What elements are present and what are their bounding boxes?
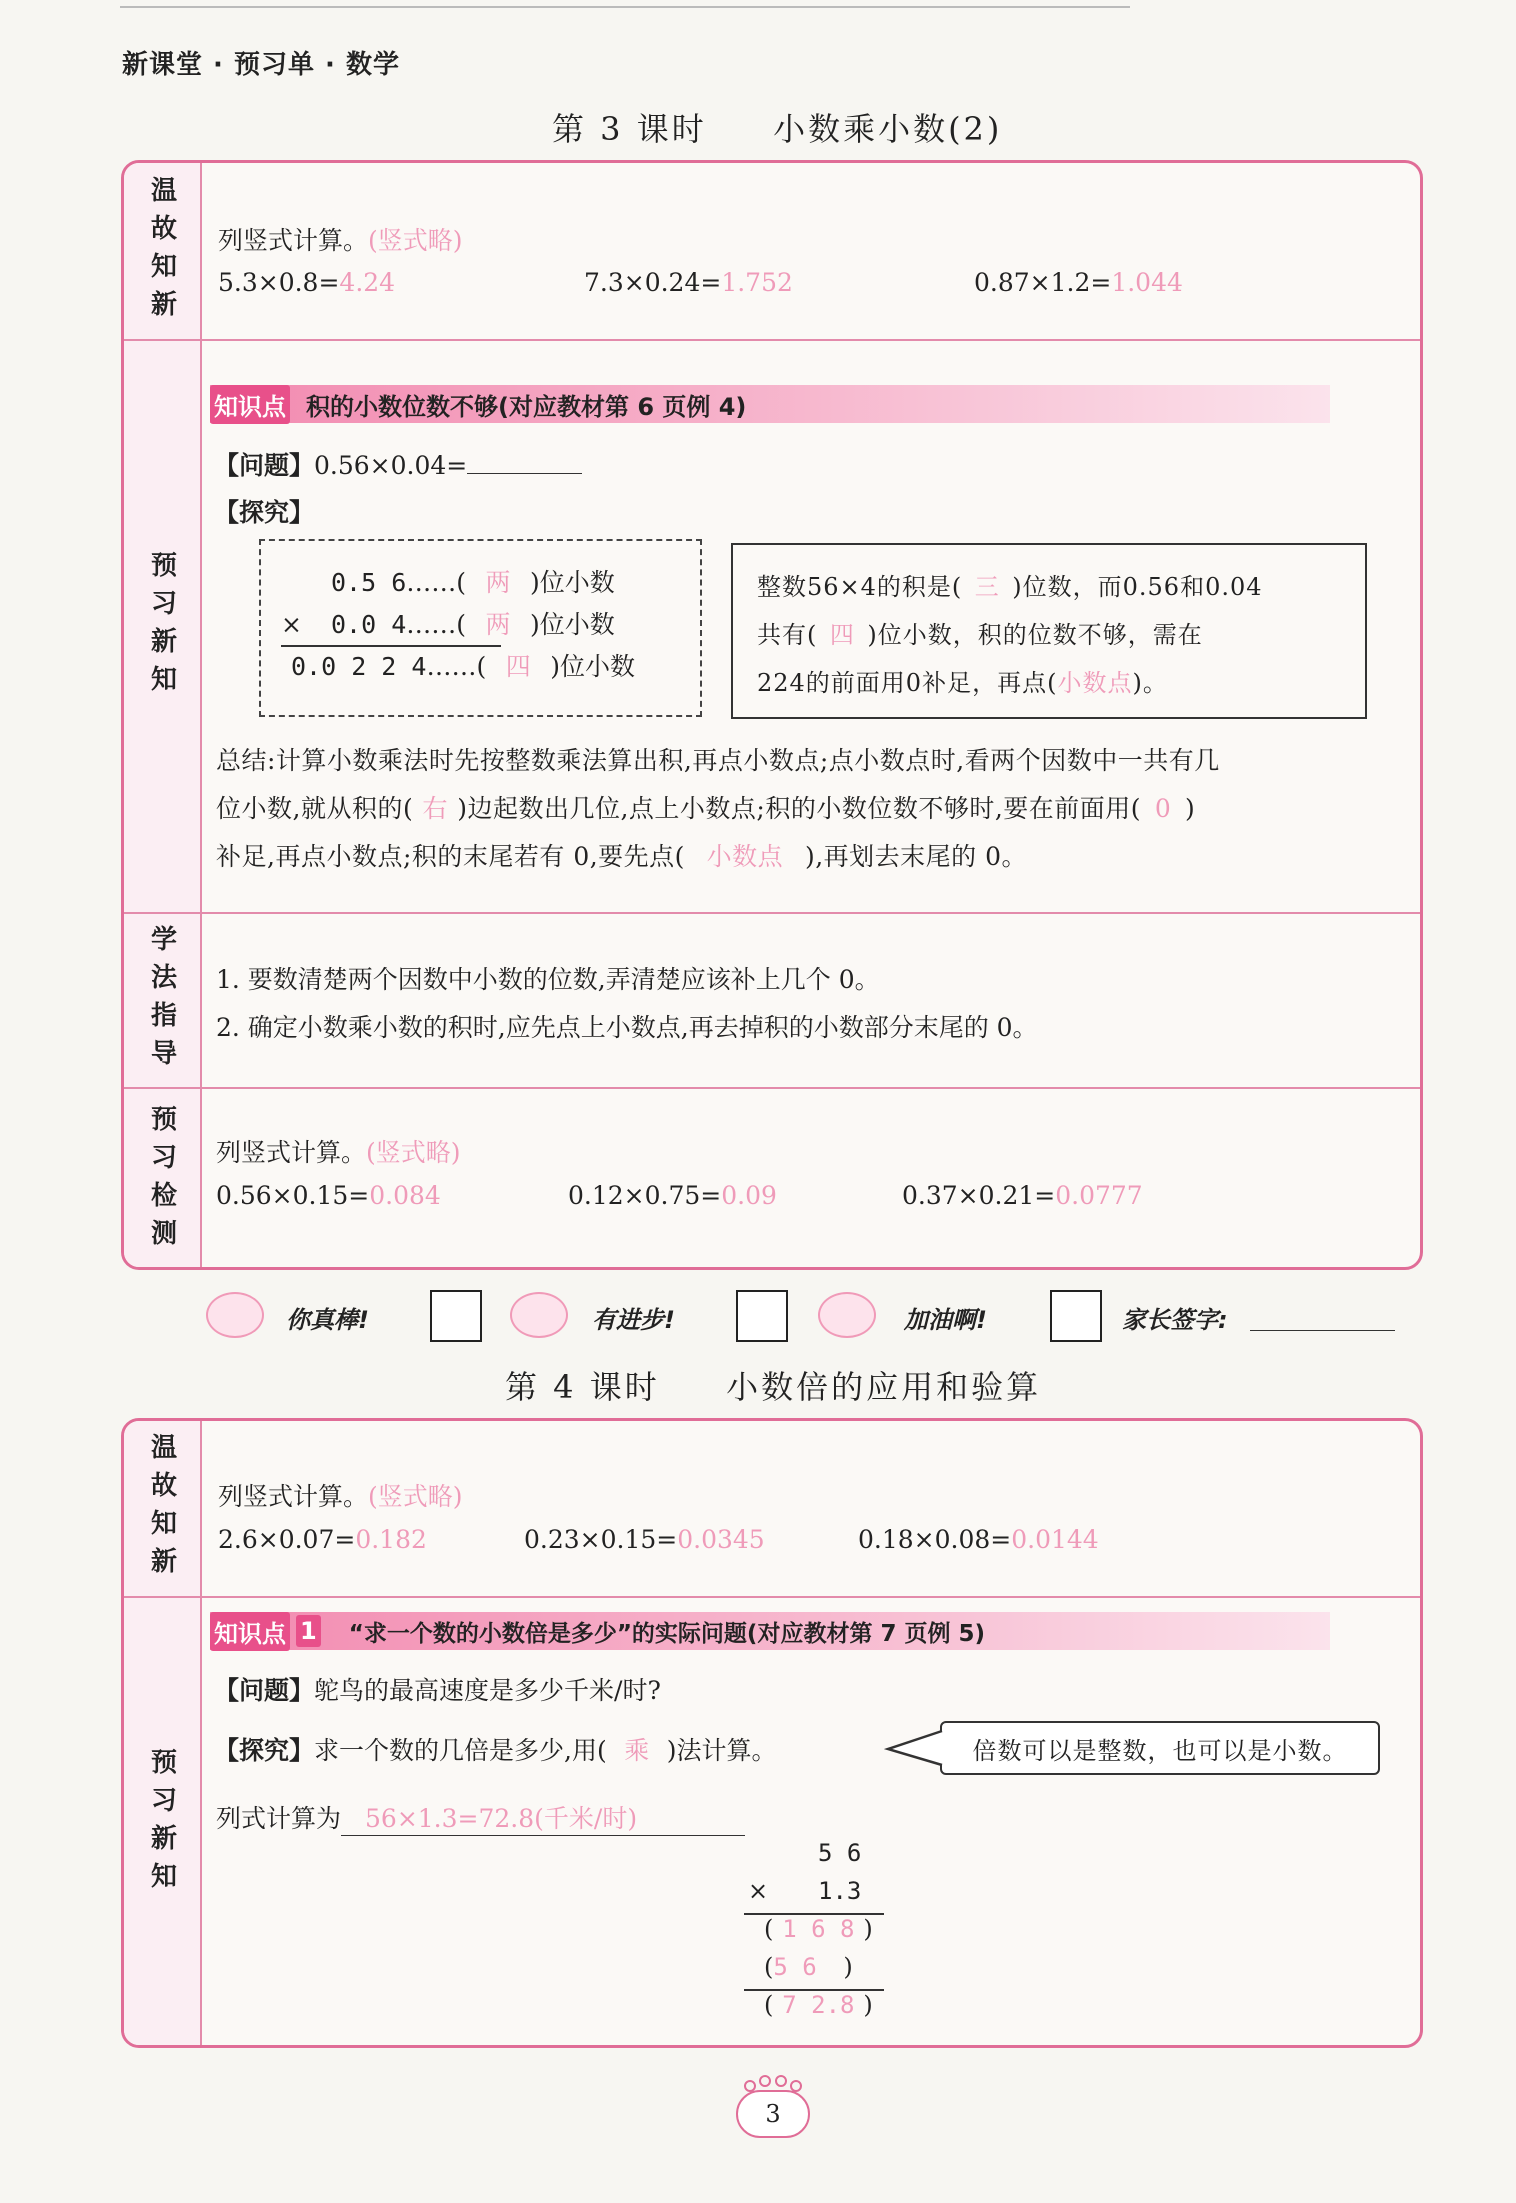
guide-item: 1. 要数清楚两个因数中小数的位数,弄清楚应该补上几个 0。 [216,965,880,994]
answer: 乘 [624,1736,650,1765]
answer: 5 6 [773,1953,817,1981]
partial-product: (5 6 ) [764,1953,853,1981]
preview-label: 预习新知 [146,1748,177,1900]
rating-cheer: 加油啊! [904,1306,987,1334]
knowledge-point-badge: 知识点 [210,385,290,424]
answer: 1.044 [1111,268,1183,297]
vertical-line: 5 6 [818,1839,862,1867]
guide-label-cell [124,913,202,1088]
answer: 0.182 [355,1525,427,1554]
lesson4-number: 第 4 课时 [505,1368,660,1406]
multiply-sign: × [748,1877,769,1905]
lesson3-box [121,160,1423,1270]
summary-line: 位小数,就从积的( 右 )边起数出几位,点上小数点;积的小数位数不够时,要在前面用( 0 ) [216,789,1195,825]
smiley-face-icon [818,1292,876,1338]
answer: 0.0345 [677,1525,765,1554]
question: 【问题】鸵鸟的最高速度是多少千米/时? [214,1676,661,1705]
review-label-cell [124,163,202,340]
answer: 两 [485,568,511,597]
preview-label-cell [124,1597,202,2048]
answer: 0.0144 [1011,1525,1099,1554]
bubble-pointer-icon [884,1727,944,1769]
knowledge-point-bar [210,385,1330,423]
review-label-cell [124,1421,202,1597]
answer: 四 [829,621,855,649]
summary-line: 总结:计算小数乘法时先按整数乘法算出积,再点小数点;点小数点时,看两个因数中一共有几 [216,746,1220,775]
review-label: 温故知新 [146,175,177,328]
check-problem: 0.56×0.15=0.084 [216,1181,441,1210]
review-problem: 0.23×0.15=0.0345 [524,1525,765,1554]
vertical-calc-box [259,539,702,717]
answer: 小数点 [706,842,784,871]
divider [124,1087,1420,1089]
check-label-cell [124,1088,202,1270]
preview-label-cell [124,340,202,913]
lesson4-topic: 小数倍的应用和验算 [726,1368,1042,1406]
answer: 4.24 [339,268,396,297]
preview-label: 预习新知 [146,550,177,703]
knowledge-point-title: 积的小数位数不够(对应教材第 6 页例 4) [306,392,747,421]
check-label: 预习检测 [146,1104,177,1257]
progress-checkbox[interactable] [736,1290,788,1342]
knowledge-point-number: 1 [296,1615,321,1647]
divider [124,339,1420,341]
knowledge-point-title: “求一个数的小数倍是多少”的实际问题(对应教材第 7 页例 5) [348,1620,985,1647]
rating-great: 你真棒! [286,1306,369,1334]
check-problem: 0.37×0.21=0.0777 [902,1181,1143,1210]
page-number: 3 [736,2090,810,2138]
knowledge-point-badge: 知识点 [210,1612,290,1651]
tip-text: 倍数可以是整数，也可以是小数。 [972,1736,1348,1765]
check-instruction: 列竖式计算。(竖式略) [216,1138,461,1167]
answer: 0.0777 [1055,1181,1143,1210]
explanation-box [731,543,1367,719]
product: ( 7 2.8 ) [764,1991,873,2019]
smiley-face-icon [510,1292,568,1338]
lesson4-title [505,1362,1041,1408]
check-problem: 0.12×0.75=0.09 [568,1181,777,1210]
explanation-line: 共有( 四 )位小数，积的位数不够，需在 [757,615,1203,650]
answer: 1.752 [721,268,793,297]
review-problem: 0.87×1.2=1.044 [974,268,1183,297]
lesson3-title [552,104,1002,150]
divider [124,912,1420,914]
calc-row: × 0.0 4……( 两 )位小数 [281,605,615,641]
vertical-line: 1.3 [818,1877,862,1905]
knowledge-point-bar [210,1612,1330,1650]
question: 【问题】0.56×0.04= [214,446,582,482]
answer: (竖式略) [368,226,463,255]
guide-item: 2. 确定小数乘小数的积时,应先点上小数点,再去掉积的小数部分末尾的 0。 [216,1013,1038,1042]
parent-signature-line[interactable] [1250,1330,1395,1331]
answer: 0.09 [721,1181,777,1210]
review-problem: 0.18×0.08=0.0144 [858,1525,1099,1554]
explore-tag: 【探究】 [214,498,315,527]
answer: 1 6 8 [782,1915,855,1943]
lesson3-number: 第 3 课时 [552,110,707,148]
review-problem: 7.3×0.24=1.752 [584,268,793,297]
answer: 两 [485,610,511,639]
explore: 【探究】求一个数的几倍是多少,用( 乘 )法计算。 [214,1731,776,1767]
parent-signature-label: 家长签字: [1122,1306,1228,1334]
divider [124,1596,1420,1598]
partial-product: ( 1 6 8 ) [764,1915,873,1943]
answer-blank[interactable] [467,451,582,474]
cheer-checkbox[interactable] [1050,1290,1102,1342]
calc-row: 0.0 2 2 4……( 四 )位小数 [281,647,635,683]
answer: (竖式略) [366,1138,461,1167]
explanation-line: 整数56×4的积是( 三 )位数，而0.56和0.04 [757,567,1263,602]
answer: 0 [1154,794,1172,823]
book-header: 新课堂 · 预习单 · 数学 [122,50,400,80]
lesson4-box [121,1418,1423,2048]
review-instruction: 列竖式计算。(竖式略) [218,226,463,255]
header-rule [120,6,1130,8]
calc-row: 0.5 6……( 两 )位小数 [281,563,615,599]
tip-bubble [940,1721,1380,1775]
explanation-line: 224的前面用0补足，再点(小数点)。 [757,669,1168,697]
great-checkbox[interactable] [430,1290,482,1342]
review-problem: 2.6×0.07=0.182 [218,1525,427,1554]
paw-decoration-icon [740,2074,806,2092]
answer: 三 [974,573,1000,601]
answer: 56×1.3=72.8(千米/时) [341,1799,745,1836]
summary-line: 补足,再点小数点;积的末尾若有 0,要先点( 小数点 ),再划去末尾的 0。 [216,837,1027,873]
rating-progress: 有进步! [592,1306,675,1334]
answer: 右 [422,794,448,823]
guide-label: 学法指导 [146,924,177,1077]
answer: (竖式略) [368,1482,463,1511]
answer: 0.084 [369,1181,441,1210]
lesson3-topic: 小数乘小数(2) [773,110,1003,148]
formula-line: 列式计算为 56×1.3=72.8(千米/时) [216,1799,745,1836]
answer: 小数点 [1057,669,1133,697]
review-problem: 5.3×0.8=4.24 [218,268,396,297]
smiley-face-icon [206,1292,264,1338]
review-label: 温故知新 [146,1433,177,1585]
review-instruction: 列竖式计算。(竖式略) [218,1482,463,1511]
answer: 7 2.8 [782,1991,855,2019]
answer: 四 [505,652,531,681]
